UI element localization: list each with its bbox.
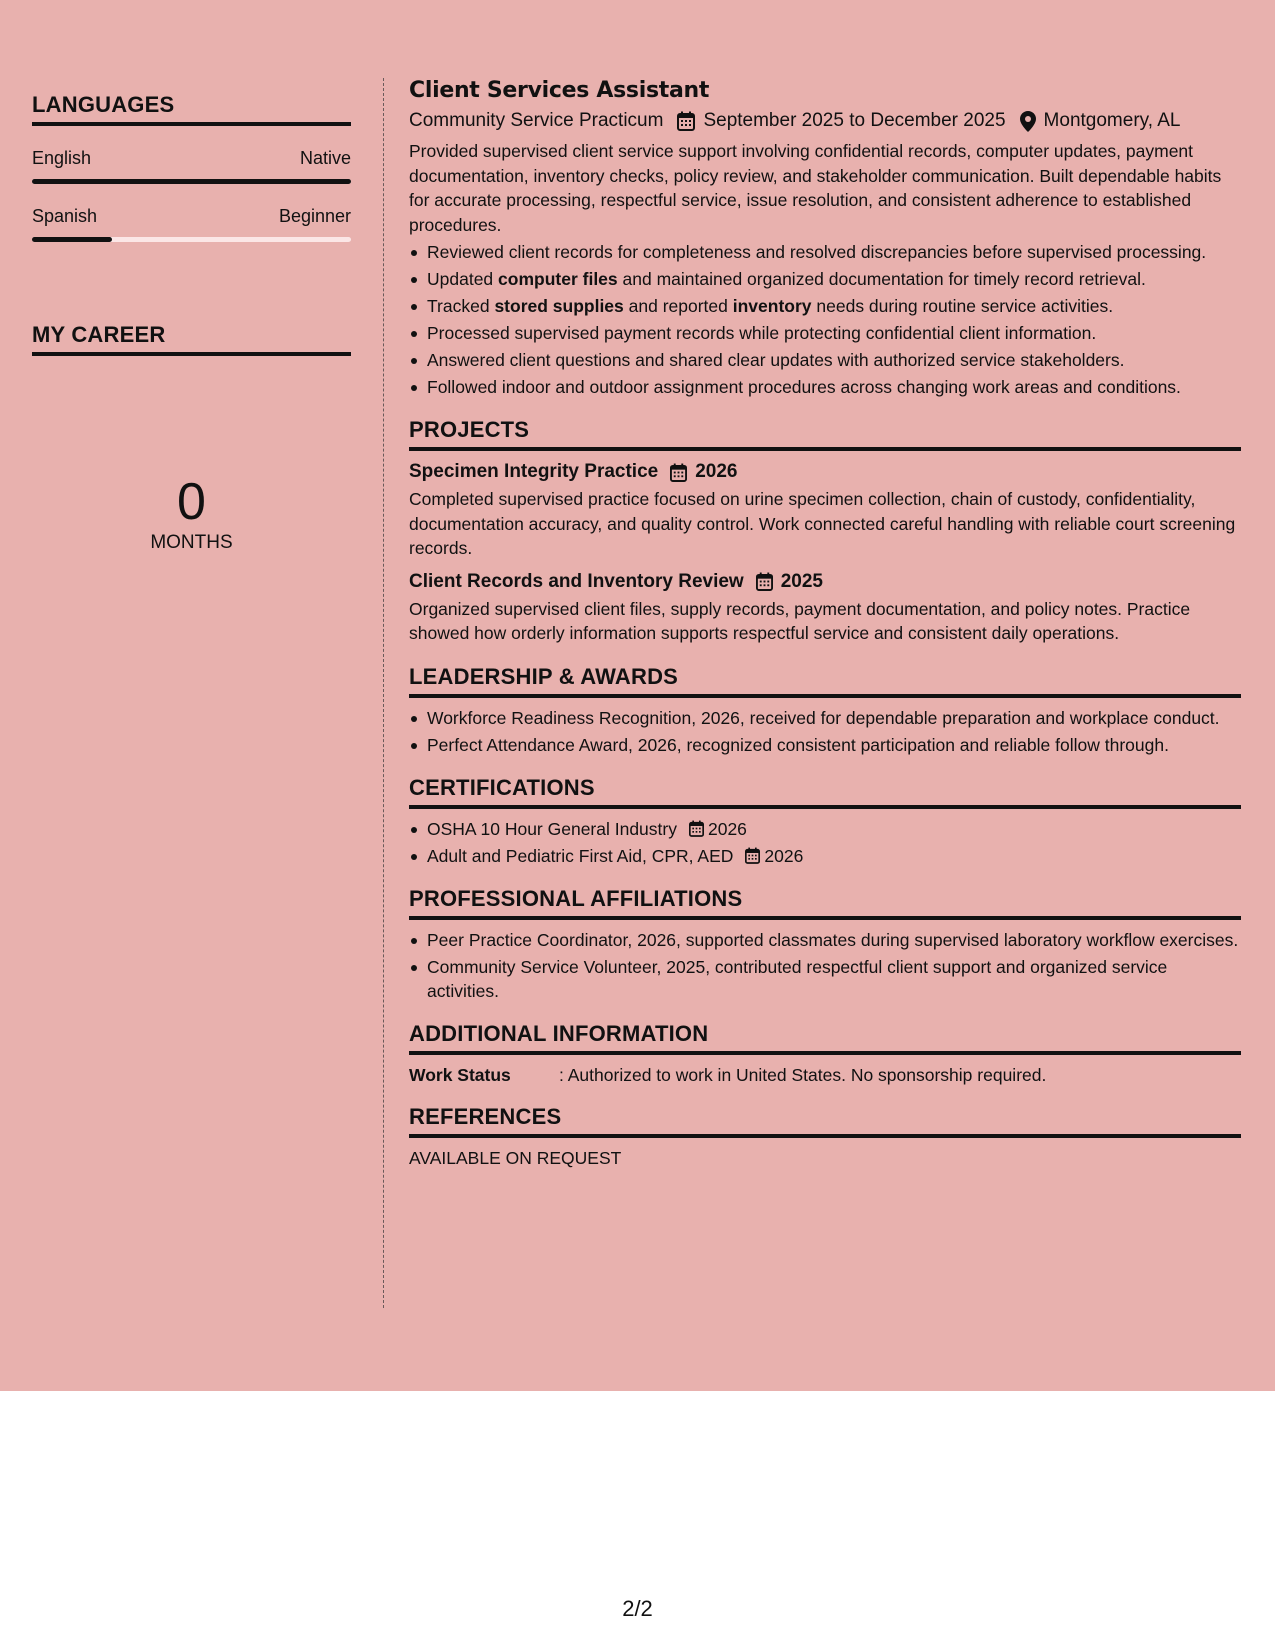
leadership-heading: LEADERSHIP & AWARDS — [409, 664, 1241, 698]
career-value: 0 — [177, 473, 206, 531]
affiliations-list — [409, 928, 1241, 1003]
list-item — [409, 267, 1241, 291]
bullet-text: Answered client questions and shared clear updates with authorized service stakeholders. — [427, 350, 1125, 370]
list-item — [409, 294, 1241, 318]
project-year: 2025 — [780, 570, 823, 592]
main-content — [409, 78, 1241, 1169]
certification-year: 2026 — [764, 845, 804, 866]
certifications-heading: CERTIFICATIONS — [409, 775, 1241, 809]
bullet-text: and maintained organized documentation for timely record retrieval. — [617, 269, 1146, 289]
language-level: Native — [299, 148, 351, 168]
language-name: English — [32, 148, 92, 168]
certification-name: OSHA 10 Hour General Industry — [427, 818, 677, 839]
leadership-list — [409, 706, 1241, 757]
bullet-keyword: inventory — [732, 296, 812, 316]
list-item: Perfect Attendance Award, 2026, recognized consistent participation and reliable follow through. — [409, 733, 1241, 757]
bullet-text: needs during routine service activities. — [811, 296, 1114, 316]
calendar-icon — [756, 572, 773, 591]
certification-year: 2026 — [707, 818, 747, 839]
project-name: Client Records and Inventory Review — [409, 570, 744, 592]
project-name: Specimen Integrity Practice — [409, 461, 659, 482]
work-status-value: : Authorized to work in United States. No sponsorship required. — [559, 1064, 1047, 1085]
job-dates: September 2025 to December 2025 — [703, 110, 1006, 131]
project-item — [409, 461, 1241, 561]
work-status-label: Work Status — [409, 1064, 511, 1085]
calendar-icon — [689, 820, 704, 837]
career-section — [32, 322, 351, 554]
experience-entry — [409, 78, 1241, 399]
affiliations-heading: PROFESSIONAL AFFILIATIONS — [409, 886, 1241, 920]
language-proficiency-bar — [32, 237, 351, 242]
list-item — [409, 240, 1241, 264]
career-unit: MONTHS — [150, 532, 233, 553]
column-divider — [383, 78, 384, 1308]
job-summary: Provided supervised client service support involving confidential records, computer updates, payment documentation, inventory checks, policy review, and stakeholder communication. Built dependable habits for accurate processing, respectful service, issue resolution, and consistent adherence to established procedures. — [409, 141, 1222, 235]
list-item — [409, 817, 1241, 841]
bullet-text: Tracked — [427, 296, 495, 316]
language-proficiency-fill — [32, 237, 112, 242]
references-text: AVAILABLE ON REQUEST — [409, 1147, 622, 1168]
work-status-row — [409, 1065, 1241, 1086]
job-bullets — [409, 240, 1241, 399]
job-location: Montgomery, AL — [1043, 110, 1181, 131]
map-pin-icon — [1020, 111, 1036, 132]
calendar-icon — [677, 111, 695, 131]
bullet-text: Reviewed client records for completeness and resolved discrepancies before supervised processing. — [427, 242, 1207, 262]
project-description: Organized supervised client files, supply records, payment documentation, and policy notes. Practice showed how orderly information supports respectful service and consistent daily operations. — [409, 598, 1191, 643]
page-number: 2/2 — [622, 1596, 653, 1621]
bullet-text: and reported — [623, 296, 733, 316]
sidebar — [32, 92, 351, 554]
bullet-text: Followed indoor and outdoor assignment procedures across changing work areas and conditions. — [427, 377, 1181, 397]
job-meta — [409, 110, 1241, 132]
bullet-keyword: stored supplies — [494, 296, 624, 316]
languages-heading: LANGUAGES — [32, 92, 351, 126]
language-item-english — [32, 148, 351, 184]
list-item: Community Service Volunteer, 2025, contributed respectful client support and organized service activities. — [409, 955, 1241, 1003]
certification-name: Adult and Pediatric First Aid, CPR, AED — [427, 845, 734, 866]
language-proficiency-fill — [32, 179, 351, 184]
career-heading: MY CAREER — [32, 322, 351, 356]
list-item: Peer Practice Coordinator, 2026, supported classmates during supervised laboratory workflow exercises. — [409, 928, 1241, 952]
job-title: Client Services Assistant — [409, 78, 710, 103]
job-organization: Community Service Practicum — [409, 110, 664, 131]
list-item — [409, 348, 1241, 372]
bullet-text: Processed supervised payment records while protecting confidential client information. — [427, 323, 1097, 343]
project-item — [409, 571, 1241, 646]
project-year: 2026 — [695, 461, 738, 482]
additional-heading: ADDITIONAL INFORMATION — [409, 1021, 1241, 1055]
calendar-icon — [670, 463, 687, 482]
language-level: Beginner — [278, 206, 351, 226]
project-description: Completed supervised practice focused on urine specimen collection, chain of custody, confidentiality, documentation accuracy, and quality control. Work connected careful handling with reliable court screening records. — [409, 489, 1236, 558]
calendar-icon — [745, 847, 760, 864]
language-item-spanish — [32, 206, 351, 242]
list-item: Workforce Readiness Recognition, 2026, received for dependable preparation and workplace conduct. — [409, 706, 1241, 730]
projects-heading: PROJECTS — [409, 417, 1241, 451]
list-item — [409, 375, 1241, 399]
certifications-list — [409, 817, 1241, 868]
bullet-text: Updated — [427, 269, 499, 289]
language-proficiency-bar — [32, 179, 351, 184]
references-heading: REFERENCES — [409, 1104, 1241, 1138]
language-name: Spanish — [32, 206, 98, 226]
list-item — [409, 321, 1241, 345]
bullet-keyword: computer files — [498, 269, 618, 289]
list-item — [409, 844, 1241, 868]
